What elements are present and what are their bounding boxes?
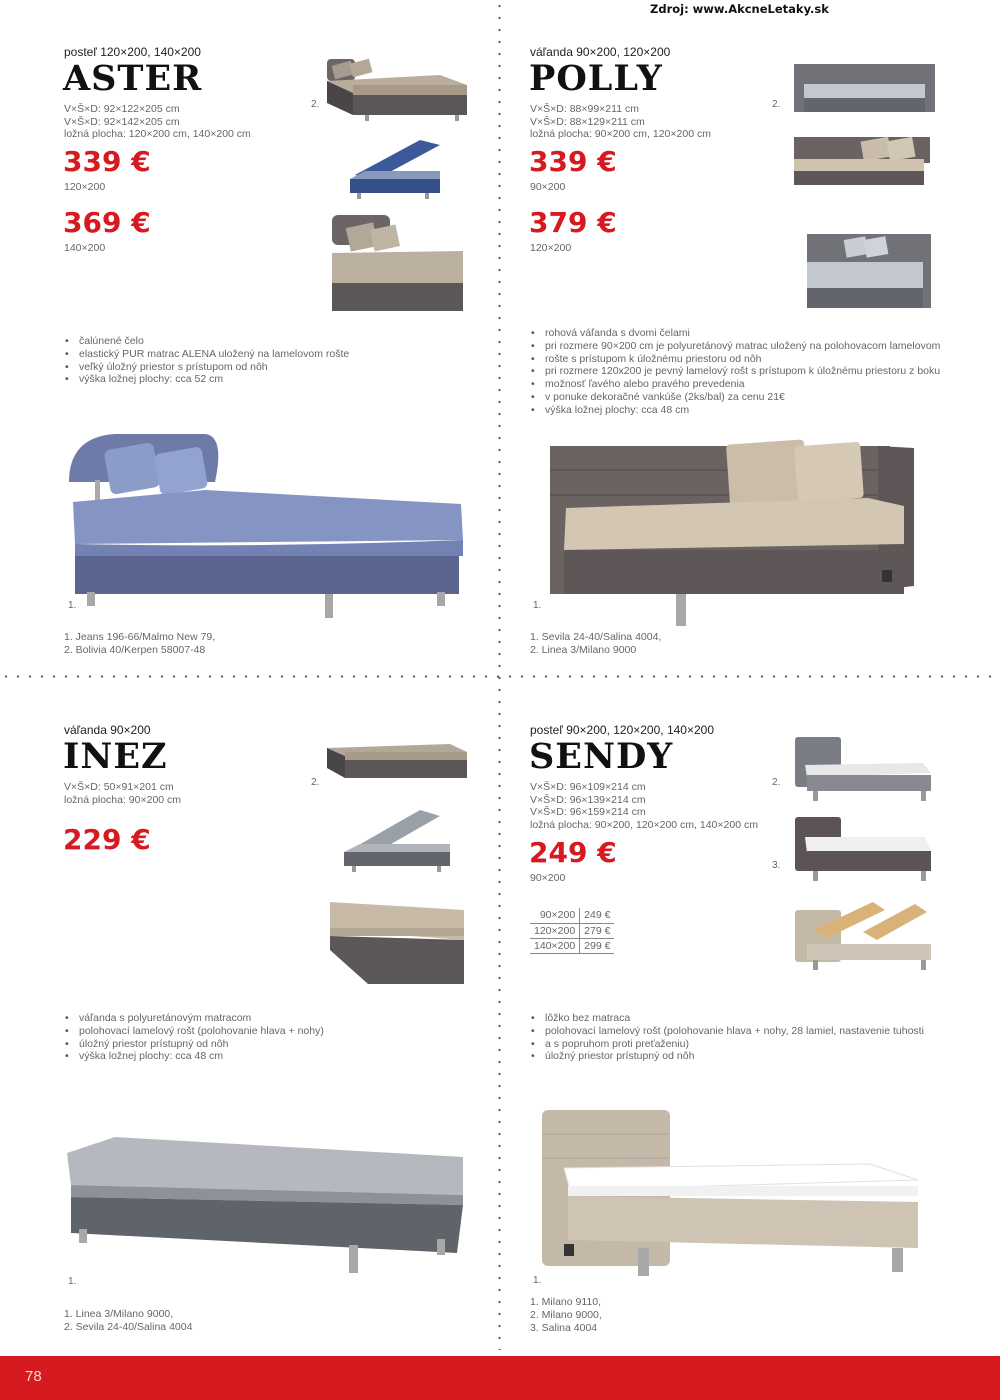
feature-list — [530, 327, 940, 417]
feature-item: • čalúnené čelo — [64, 335, 349, 348]
product-subtitle: posteľ 120×200, 140×200 — [64, 45, 201, 59]
image-label: 1. — [68, 600, 77, 611]
bed-thumbnail-image — [325, 55, 470, 127]
price: 229 € — [63, 823, 151, 856]
product-subtitle: váľanda 90×200 — [64, 723, 151, 737]
variant-label: 2. — [311, 777, 320, 788]
feature-item: • pri rozmere 120x200 je pevný lamelový rošt s prístupom k úložnému priestoru z boku — [530, 365, 940, 378]
bed-storage-image — [342, 808, 452, 878]
source-credit: Zdroj: www.AkcneLetaky.sk — [650, 2, 829, 16]
feature-item: • veľký úložný priestor s prístupom od nôh — [64, 361, 349, 374]
product-dimensions: V×Š×D: 50×91×201 cm ložná plocha: 90×200 cm — [64, 781, 182, 806]
table-row: 90×200 249 € — [530, 908, 614, 923]
fabric-list: 1. Milano 9110, 2. Milano 9000, 3. Salina 4004 — [530, 1296, 602, 1334]
feature-item: • možnosť ľavého alebo pravého prevedenia — [530, 378, 940, 391]
image-label: 1. — [533, 1275, 542, 1286]
bed-main-image — [540, 1108, 922, 1288]
price: 339 € — [529, 145, 617, 178]
fabric-list: 1. Jeans 196-66/Malmo New 79, 2. Bolivia 40/Kerpen 58007-48 — [64, 631, 216, 656]
bed-closeup-image — [328, 900, 466, 984]
price: 249 € — [529, 836, 617, 869]
feature-item: • elastický PUR matrac ALENA uložený na lamelovom rošte — [64, 348, 349, 361]
feature-item: • pri rozmere 90×200 cm je polyuretánový matrac uložený na polohovacom lamelovom — [530, 340, 940, 353]
feature-list — [530, 1012, 924, 1063]
variant-label: 2. — [772, 99, 781, 110]
bed-storage-image — [345, 135, 445, 205]
product-name: POLLY — [529, 58, 663, 99]
bed-frame-lifted-image — [793, 900, 933, 975]
bed-thumbnail-image — [325, 742, 470, 782]
fabric-list: 1. Sevila 24-40/Salina 4004, 2. Linea 3/Milano 9000 — [530, 631, 662, 656]
feature-item: • úložný priestor prístupný od nôh — [64, 1038, 324, 1051]
feature-item-continued: • a s popruhom proti preťaženiu) — [530, 1038, 924, 1051]
price: 369 € — [63, 206, 151, 239]
table-row: 120×200 279 € — [530, 923, 614, 938]
bed-thumbnail-image — [793, 735, 933, 805]
page-number: 78 — [25, 1368, 42, 1385]
bed-thumbnail-image — [793, 815, 933, 885]
product-name: INEZ — [63, 736, 168, 777]
product-dimensions: V×Š×D: 96×109×214 cm V×Š×D: 96×139×214 cm V×Š×D: 96×159×214 cm ložná plocha: 90×200, 120×200 cm, 140×200 cm — [530, 781, 758, 831]
price-size: 90×200 — [530, 181, 566, 193]
bed-thumbnail-image — [805, 232, 933, 310]
bed-main-image — [548, 440, 916, 630]
feature-list — [64, 335, 349, 386]
feature-item: • v ponuke dekoračné vankúše (2ks/bal) za cenu 21€ — [530, 391, 940, 404]
variant-label: 2. — [311, 99, 320, 110]
table-row: 140×200 299 € — [530, 938, 614, 953]
bed-closeup-image — [330, 213, 465, 311]
feature-item: • lôžko bez matraca — [530, 1012, 924, 1025]
bed-main-image — [65, 1135, 467, 1275]
feature-item: • výška ložnej plochy: cca 48 cm — [530, 404, 940, 417]
feature-item-continued: • rošte s prístupom k úložnému priestoru od nôh — [530, 353, 940, 366]
bed-main-image — [65, 432, 465, 622]
feature-item: • polohovací lamelový rošt (polohovanie hlava + nohy) — [64, 1025, 324, 1038]
fabric-list: 1. Linea 3/Milano 9000, 2. Sevila 24-40/Salina 4004 — [64, 1308, 193, 1333]
feature-list — [64, 1012, 324, 1063]
product-name: SENDY — [529, 736, 674, 777]
variant-label: 3. — [772, 860, 781, 871]
price-size: 120×200 — [64, 181, 106, 193]
price-table — [530, 908, 614, 954]
footer-bar — [0, 1356, 1000, 1400]
feature-item: • úložný priestor prístupný od nôh — [530, 1050, 924, 1063]
feature-item: • polohovací lamelový rošt (polohovanie hlava + nohy, 28 lamiel, nastavenie tuhosti — [530, 1025, 924, 1038]
price-size: 90×200 — [530, 872, 566, 884]
price-size: 140×200 — [64, 242, 106, 254]
bed-thumbnail-image — [792, 135, 932, 187]
horizontal-divider — [0, 675, 1000, 678]
feature-item: • výška ložnej plochy: cca 52 cm — [64, 373, 349, 386]
product-dimensions: V×Š×D: 92×122×205 cm V×Š×D: 92×142×205 cm ložná plocha: 120×200 cm, 140×200 cm — [64, 103, 251, 140]
price-size: 120×200 — [530, 242, 572, 254]
variant-label: 2. — [772, 777, 781, 788]
image-label: 1. — [68, 1276, 77, 1287]
product-name: ASTER — [63, 58, 203, 99]
product-subtitle: posteľ 90×200, 120×200, 140×200 — [530, 723, 715, 737]
bed-thumbnail-image — [792, 62, 937, 114]
feature-item: • rohová váľanda s dvomi čelami — [530, 327, 940, 340]
feature-item: • váľanda s polyuretánovým matracom — [64, 1012, 324, 1025]
image-label: 1. — [533, 600, 542, 611]
feature-item: • výška ložnej plochy: cca 48 cm — [64, 1050, 324, 1063]
product-dimensions: V×Š×D: 88×99×211 cm V×Š×D: 88×129×211 cm ložná plocha: 90×200 cm, 120×200 cm — [530, 103, 711, 140]
product-subtitle: váľanda 90×200, 120×200 — [530, 45, 671, 59]
price: 379 € — [529, 206, 617, 239]
price: 339 € — [63, 145, 151, 178]
